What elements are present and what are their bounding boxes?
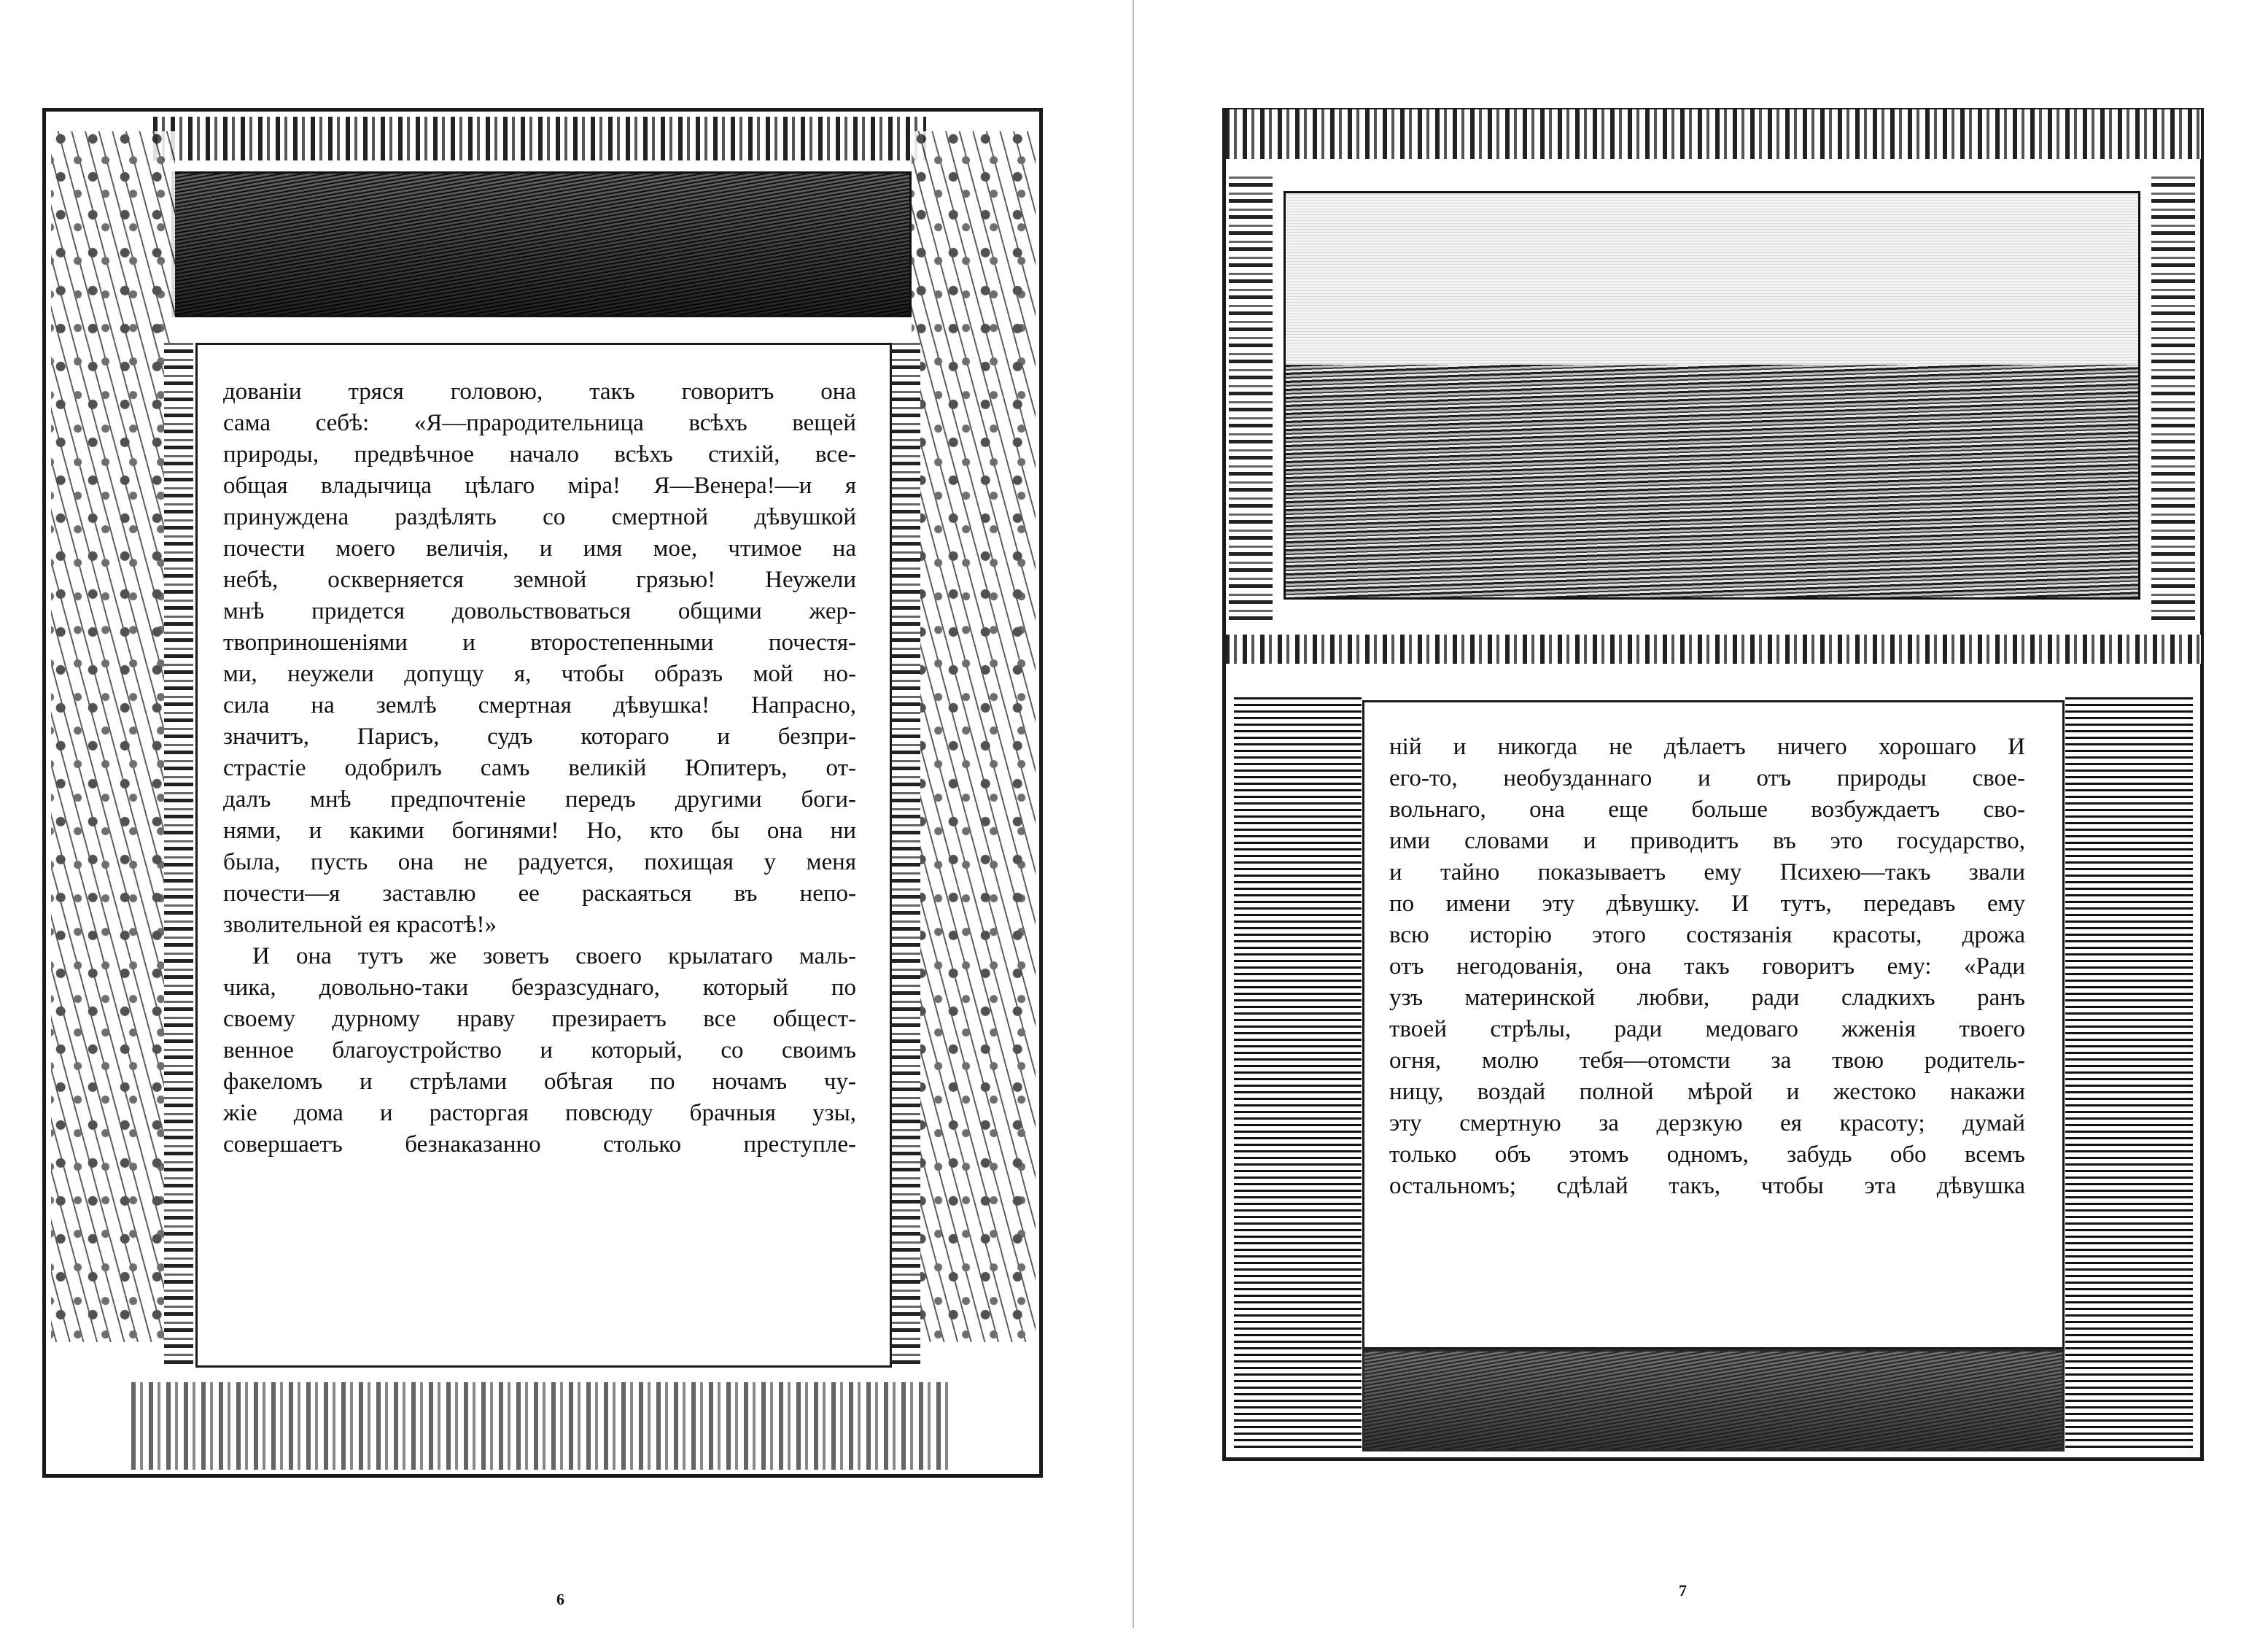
left-top-vignette [171,171,912,317]
left-page-number: 6 [556,1590,564,1608]
text-line: своему дурному нраву презираетъ все общест- [223,1006,856,1032]
right-illustration-sky [1283,191,2140,366]
text-line: была, пусть она не радуется, похищая у меня [223,849,856,875]
text-line: почести—я заставлю ее раскаяться въ непо- [223,880,856,907]
text-line: его-то, необузданнаго и отъ природы свое- [1389,765,2025,791]
right-middle-frieze [1225,635,2201,664]
right-upper-pillar-right [2151,175,2195,620]
text-line: небѣ, оскверняется земной грязью! Неужели [223,567,856,593]
text-line: ми, неужели допущу я, чтобы образъ мой но- [223,661,856,687]
text-line: эту смертную за дерзкую ея красоту; думай [1389,1110,2025,1136]
text-line: по имени эту дѣвушку. И тутъ, передавъ ему [1389,891,2025,917]
right-pillar-left [1234,697,1362,1448]
left-top-frieze [153,117,926,160]
text-line: отъ негодованія, она такъ говоритъ ему: «Ради [1389,953,2025,980]
text-line: страстіе одобрилъ самъ великій Юпитеръ, от- [223,755,856,781]
right-illustration-venus-sea [1283,365,2140,600]
text-line: жіе дома и расторгая повсюду брачныя узы, [223,1100,856,1126]
text-line: огня, молю тебя—отомсти за твою родитель- [1389,1047,2025,1074]
text-line: сила на землѣ смертная дѣвушка! Напрасно, [223,692,856,718]
book-gutter [1133,0,1134,1628]
right-bottom-sphinx-frieze [1362,1349,2065,1451]
text-line: остальномъ; сдѣлай такъ, чтобы эта дѣвушка [1389,1173,2025,1199]
text-line: природы, предвѣчное начало всѣхъ стихій, все- [223,441,856,468]
text-line: дованіи тряся головою, такъ говоритъ она [223,379,856,405]
text-line: венное благоустройство и который, со своимъ [223,1037,856,1063]
text-line: далъ мнѣ предпочтеніе передъ другими боги- [223,786,856,813]
left-page-text [223,376,856,1160]
left-margin-foliage-right [912,131,1036,1342]
text-line: принуждена раздѣлять со смертной дѣвушкой [223,504,856,530]
text-line: ими словами и приводитъ въ это государство, [1389,828,2025,854]
text-line: чика, довольно-таки безразсуднаго, который по [223,974,856,1001]
text-line: и тайно показываетъ ему Психею—такъ звали [1389,859,2025,885]
text-line: зволительной ея красотѣ!» [223,912,497,938]
right-pillar-right [2065,697,2193,1448]
text-line: совершаетъ безнаказанно столько преступле- [223,1131,856,1158]
text-line: всю исторію этого состязанія красоты, дрожа [1389,922,2025,948]
text-line: только объ этомъ одномъ, забудь обо всемъ [1389,1141,2025,1168]
text-line: узъ материнской любви, ради сладкихъ ранъ [1389,985,2025,1011]
right-top-garland-frieze [1225,109,2201,159]
right-page-number: 7 [1679,1581,1687,1600]
text-line: мнѣ придется довольствоваться общими жер- [223,598,856,624]
right-page-text [1389,732,2025,1202]
left-bottom-vine-frieze [131,1382,948,1470]
text-line: вольнаго, она еще больше возбуждаетъ сво- [1389,796,2025,823]
text-line: твоприношеніями и второстепенными почестя- [223,629,856,656]
text-line: твоей стрѣлы, ради медоваго жженія твоего [1389,1016,2025,1042]
text-line: ній и никогда не дѣлаетъ ничего хорошаго И [1389,734,2025,760]
left-column-left [164,343,193,1364]
text-line: общая владычица цѣлаго міра! Я—Венера!—и я [223,473,856,499]
text-line: почести моего величія, и имя мое, чтимое на [223,535,856,562]
text-line: значитъ, Парисъ, судъ котораго и безпри- [223,724,856,750]
text-line: факеломъ и стрѣлами обѣгая по ночамъ чу- [223,1069,856,1095]
text-line: И она тутъ же зоветъ своего крылатаго маль- [252,943,856,969]
left-column-right [891,343,920,1364]
text-line: сама себѣ: «Я—прародительница всѣхъ вещей [223,410,856,436]
text-line: нями, и какими богинями! Но, кто бы она ни [223,818,856,844]
left-margin-foliage-left [51,131,175,1342]
right-upper-pillar-left [1229,175,1273,620]
text-line: ницу, воздай полной мѣрой и жестоко накажи [1389,1079,2025,1105]
